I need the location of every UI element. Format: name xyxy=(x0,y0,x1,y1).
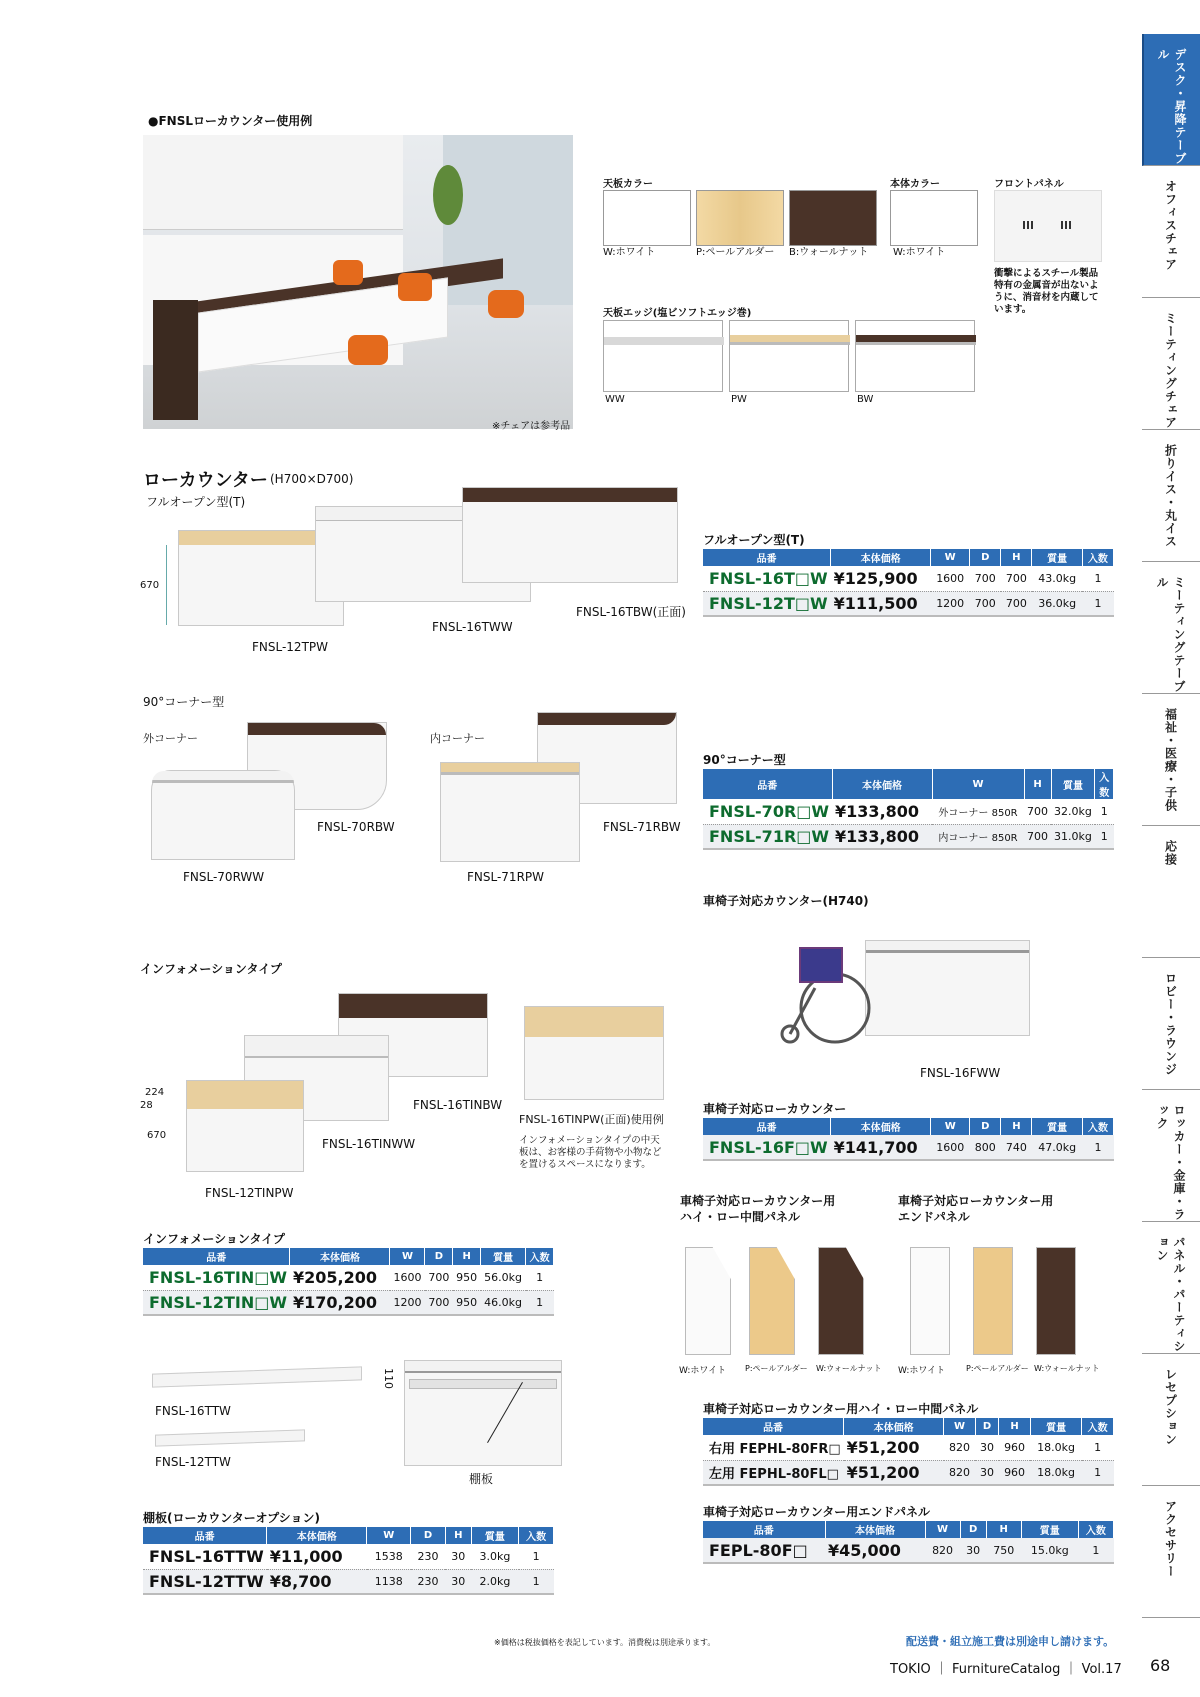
info-12tinpw xyxy=(186,1080,304,1172)
table-wheel-title: 車椅子対応ローカウンター xyxy=(703,1102,847,1116)
mid-label-pale: P:ペールアルダー xyxy=(745,1364,808,1373)
brand-footer: TOKIO ｜ FurnitureCatalog ｜ Vol.17 xyxy=(890,1662,1122,1677)
tax-note: ※価格は税抜価格を表記しています。消費税は別途承ります。 xyxy=(494,1638,716,1647)
tab-reception-room[interactable]: 応接 xyxy=(1142,826,1200,958)
info-usage-image xyxy=(524,1006,664,1100)
front-panel-image xyxy=(994,190,1102,262)
table-row: 左用 FEPHL-80FL□ ¥51,200 820 30 960 18.0kg 1 xyxy=(703,1460,1114,1485)
top-color-label: 天板カラー xyxy=(603,179,653,190)
table-mid: 品番 本体価格 W D H 質量 入数 右用 FEPHL-80FR□ ¥51,200 820 30 960 18.0kg 1 左用 FEPHL-80FL□ ¥51,200 820 30 960 18.0kg 1 xyxy=(703,1418,1114,1486)
end-panel-white xyxy=(910,1247,950,1355)
edge-pw xyxy=(729,320,849,392)
table-row: FNSL-12T□W ¥111,500 1200 700 700 36.0kg 1 xyxy=(703,591,1114,616)
desk-16tbw xyxy=(462,487,678,583)
tab-meeting-table[interactable]: ミーティングテーブル xyxy=(1142,562,1200,694)
shelf-16ttw-image xyxy=(152,1366,362,1387)
end-label-white: W:ホワイト xyxy=(898,1366,946,1376)
table-row: FNSL-16T□W ¥125,900 1600 700 700 43.0kg 1 xyxy=(703,566,1114,591)
tab-meeting-chair[interactable]: ミーティングチェア xyxy=(1142,298,1200,430)
table-mid-title: 車椅子対応ローカウンター用ハイ・ロー中間パネル xyxy=(703,1402,979,1416)
swatch-walnut xyxy=(789,190,877,246)
table-shelf: 品番 本体価格 W D H 質量 入数 FNSL-16TTW ¥11,000 1538 230 30 3.0kg 1 FNSL-12TTW ¥8,700 1138 230 30 2.0kg 1 xyxy=(143,1527,554,1595)
dim-670: 670 xyxy=(147,1130,167,1141)
table-row: FNSL-16TTW ¥11,000 1538 230 30 3.0kg 1 xyxy=(143,1544,554,1569)
model-70rww: FNSL-70RWW xyxy=(183,870,265,884)
model-16tww: FNSL-16TWW xyxy=(432,620,513,634)
table-corner: 品番 本体価格 W H 質量 入数 FNSL-70R□W ¥133,800 外コーナー 850R 700 32.0kg 1 FNSL-71R□W ¥133,800 内コーナー 850R 700 31.0kg 1 xyxy=(703,769,1114,850)
table-wheel: 品番 本体価格 W D H 質量 入数 FNSL-16F□W ¥141,700 1600 800 740 47.0kg 1 xyxy=(703,1118,1114,1161)
model-70rbw: FNSL-70RBW xyxy=(317,820,395,834)
wheelchair-title: 車椅子対応カウンター(H740) xyxy=(703,894,869,908)
low-counter-subtitle: フルオープン型(T) xyxy=(146,495,246,509)
swatch-pale-alder xyxy=(696,190,784,246)
table-info-title: インフォメーションタイプ xyxy=(143,1232,285,1246)
end-panel-pale xyxy=(973,1247,1013,1355)
wheelchair-icon xyxy=(770,938,880,1048)
tab-partition[interactable]: パネル・パーティション xyxy=(1142,1222,1200,1354)
swatch-body-label: W:ホワイト xyxy=(893,247,946,258)
tab-office-chair[interactable]: オフィスチェア xyxy=(1142,166,1200,298)
table-row: FNSL-16TIN□W ¥205,200 1600 700 950 56.0kg 1 xyxy=(143,1265,554,1290)
table-row: FNSL-12TTW ¥8,700 1138 230 30 2.0kg 1 xyxy=(143,1569,554,1594)
end-panel-walnut xyxy=(1036,1247,1076,1355)
model-71rpw: FNSL-71RPW xyxy=(467,870,545,884)
model-16tbw: FNSL-16TBW(正面) xyxy=(576,605,686,619)
table-shelf-title: 棚板(ローカウンターオプション) xyxy=(143,1511,320,1525)
tab-folding-chair[interactable]: 折りイス・丸イス xyxy=(1142,430,1200,562)
table-row: FEPL-80F□ ¥45,000 820 30 750 15.0kg 1 xyxy=(703,1538,1114,1563)
table-end: 品番 本体価格 W D H 質量 入数 FEPL-80F□ ¥45,000 820 30 750 15.0kg 1 xyxy=(703,1521,1114,1564)
table-row: FNSL-71R□W ¥133,800 内コーナー 850R 700 31.0kg 1 xyxy=(703,824,1114,849)
swatch-white-label: W:ホワイト xyxy=(603,247,656,258)
delivery-note: 配送費・組立施工費は別途申し請けます。 xyxy=(906,1635,1115,1648)
edge-bw-label: BW xyxy=(857,394,874,405)
table-row: FNSL-12TIN□W ¥170,200 1200 700 950 46.0kg 1 xyxy=(143,1290,554,1315)
mid-panel-white xyxy=(685,1247,731,1355)
shelf-12ttw-image xyxy=(155,1429,305,1446)
info-note: インフォメーションタイプの中天板は、お客様の手荷物や小物などを置けるスペースになります。 xyxy=(519,1135,662,1170)
model-12tpw: FNSL-12TPW xyxy=(252,640,329,654)
table-row: FNSL-16F□W ¥141,700 1600 800 740 47.0kg 1 xyxy=(703,1135,1114,1160)
tab-lobby[interactable]: ロビー・ラウンジ xyxy=(1142,958,1200,1090)
low-counter-title: ローカウンター xyxy=(143,470,268,491)
shelf-height: 110 xyxy=(382,1368,395,1389)
table-full: 品番 本体価格 W D H 質量 入数 FNSL-16T□W ¥125,900 1600 700 700 43.0kg 1 FNSL-12T□W ¥111,500 1200 700 700 36.0kg 1 xyxy=(703,549,1114,617)
body-color-label: 本体カラー xyxy=(890,179,940,190)
edge-ww-label: WW xyxy=(605,394,625,405)
model-16ttw: FNSL-16TTW xyxy=(155,1404,231,1418)
low-counter-dims: (H700×D700) xyxy=(270,472,354,486)
dim-28: 28 xyxy=(140,1100,153,1111)
front-panel-note: 衝撃によるスチール製品特有の金属音が出ないように、消音材を内蔵しています。 xyxy=(994,268,1099,315)
end-label-walnut: W:ウォールナット xyxy=(1034,1364,1100,1373)
tab-reception[interactable]: レセプション xyxy=(1142,1354,1200,1486)
table-full-title: フルオープン型(T) xyxy=(703,533,805,547)
info-title: インフォメーションタイプ xyxy=(140,962,282,976)
page-number: 68 xyxy=(1150,1656,1171,1675)
table-row: 右用 FEPHL-80FR□ ¥51,200 820 30 960 18.0kg 1 xyxy=(703,1435,1114,1460)
swatch-body-white xyxy=(890,190,978,246)
mid-panel-walnut xyxy=(818,1247,864,1355)
model-16tinbw: FNSL-16TINBW xyxy=(413,1098,503,1112)
model-12ttw: FNSL-12TTW xyxy=(155,1455,231,1469)
dim-224: 224 xyxy=(145,1087,165,1098)
corner-70rww xyxy=(151,770,295,860)
model-71rbw: FNSL-71RBW xyxy=(603,820,681,834)
table-info: 品番 本体価格 W D H 質量 入数 FNSL-16TIN□W ¥205,200 1600 700 950 56.0kg 1 FNSL-12TIN□W ¥170,200 1200 700 950 46.0kg 1 xyxy=(143,1248,554,1316)
usage-note: ※チェアは参考品 xyxy=(492,421,571,432)
corner-71rpw xyxy=(440,762,580,862)
model-12tinpw: FNSL-12TINPW xyxy=(205,1186,294,1200)
usage-title: ●FNSLローカウンター使用例 xyxy=(148,114,313,128)
model-16fww: FNSL-16FWW xyxy=(920,1066,1001,1080)
shelf-section-image xyxy=(404,1360,562,1466)
inner-corner-label: 内コーナー xyxy=(430,732,485,745)
mid-label-white: W:ホワイト xyxy=(679,1366,727,1376)
model-16tinww: FNSL-16TINWW xyxy=(322,1137,416,1151)
height-label-670: 670 xyxy=(140,580,160,591)
table-row: FNSL-70R□W ¥133,800 外コーナー 850R 700 32.0kg 1 xyxy=(703,799,1114,824)
corner-title: 90°コーナー型 xyxy=(143,695,225,709)
swatch-white xyxy=(603,190,691,246)
end-panel-title: 車椅子対応ローカウンター用 エンドパネル xyxy=(898,1194,1054,1224)
front-panel-label: フロントパネル xyxy=(994,179,1064,190)
swatch-pale-alder-label: P:ペールアルダー xyxy=(696,247,775,258)
tab-locker[interactable]: ロッカー・金庫・ラック xyxy=(1142,1090,1200,1222)
edge-ww xyxy=(603,320,723,392)
edge-label: 天板エッジ(塩ビソフトエッジ巻) xyxy=(603,308,752,319)
wheelchair-counter xyxy=(865,940,1030,1036)
edge-bw xyxy=(855,320,975,392)
info-usage-label: FNSL-16TINPW(正面)使用例 xyxy=(519,1113,664,1126)
end-label-pale: P:ペールアルダー xyxy=(966,1364,1029,1373)
usage-photo xyxy=(143,135,573,429)
mid-panel-pale xyxy=(749,1247,795,1355)
table-corner-title: 90°コーナー型 xyxy=(703,753,786,767)
tab-welfare[interactable]: 福祉・医療・子供 xyxy=(1142,694,1200,826)
table-end-title: 車椅子対応ローカウンター用エンドパネル xyxy=(703,1505,931,1519)
mid-label-walnut: W:ウォールナット xyxy=(816,1364,882,1373)
tab-accessory[interactable]: アクセサリー xyxy=(1142,1486,1200,1618)
tab-desk[interactable]: デスク・昇降テーブル xyxy=(1142,34,1200,166)
edge-pw-label: PW xyxy=(731,394,747,405)
swatch-walnut-label: B:ウォールナット xyxy=(789,247,869,258)
outer-corner-label: 外コーナー xyxy=(143,732,198,745)
mid-panel-title: 車椅子対応ローカウンター用 ハイ・ロー中間パネル xyxy=(680,1194,836,1224)
shelf-label: 棚板 xyxy=(469,1472,494,1486)
